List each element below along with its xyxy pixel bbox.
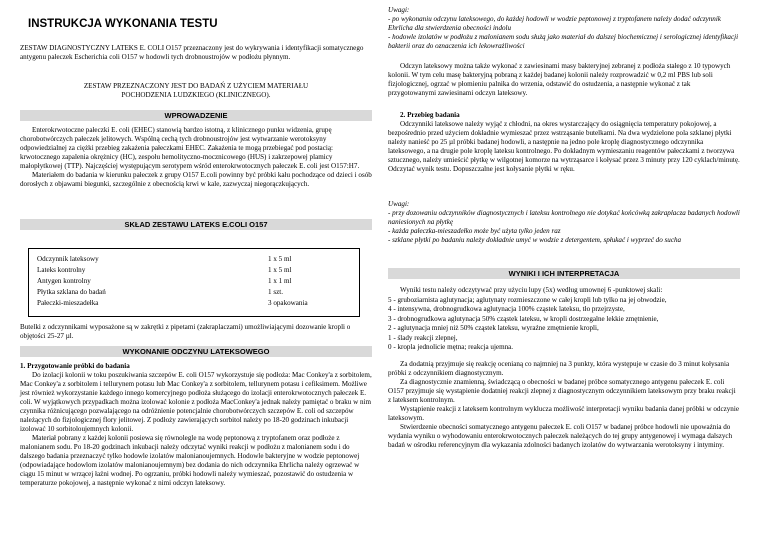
interpretation-text: Za dodatnią przyjmuje się reakcję ocenianą co najmniej na 3 punkty, która występuje w czasie do 3 minut kołysania próbki z odczynnikiem diagnostycznym. Za diagnostycznie znamienną, świadczącą o obecności w badanej próbce somatycznego antygenu pałeczek E. coli O157 przyjmuje się wystąpienie dodatniej reakcji zlepnej z diagnostycznym odczynnikiem lateksowym przy braku reakcji z lateksem kontrolnym. Wystąpienie reakcji z lateksem kontrolnym wyklucza możliwość interpretacji wyniku badania danej próbki w odczynie lateksowym. Stwierdzenie obecności somatycznego antygenu pałeczek E. coli O157 w badanej próbce hodowli nie upoważnia do wydania wyniku o wyhodowaniu enterokrwotocznych pałeczek należących do tej grupy antygenowej i wymaga dalszych badań w ośrodku referencyjnym dla wykazania zdolności badanych izolatów do wytwarzania werotoksyny i intyminy. [388,360,739,449]
step1-text2: Materiał pobrany z każdej kolonii posiewa się równolegle na wodę peptonową z tryptofanem oraz podłoże z malonianem sodu. Po 18-20 godzinach inkubacji należy odczytać wyniki reakcji w podłożu z malonianem sodu i do dalszego badania przeznaczyć tylko hodowle izolatów malonianoujemnych. Hodowle bakteryjne w wodzie peptonowej (odpowiadające hodowlom izolatów malonianoujemnym) bez dodania do nich odczynnika Ehrlicha należy ogrzewać w ciągu 15 minut w wrzącej łaźni wodnej. Po ogrzaniu, próbki hodowli należy wymieszać, pozostawić do ostudzenia w temperaturze pokojowej, a następnie wykonać z nimi odczyn lateksowy. [20,434,360,487]
section-header-method: WYKONANIE ODCZYNU LATEKSOWEGO [20,346,372,357]
kit-row [37,277,357,286]
kit-row [37,266,357,275]
purpose-notice: ZESTAW PRZEZNACZONY JEST DO BADAŃ Z UŻYCIEM MATERIAŁU POCHODZENIA LUDZKIEGO (KLINICZNEGO). [83,82,309,99]
step2-text: Odczynniki lateksowe należy wyjąć z chłodni, na okres wystarczający do osiągnięcia temperatury pokojowej, a bezpośrednio przed użyciem dokładnie wymieszać przez wstrząsanie butelkami. Na dwa wydzielone pola szklanej płytki należy nanieść po 25 µl próbki badanej hodowli, a następnie na jedno pole kroplę diagnostycznego odczynnika lateksowego, a na drugie pole kroplę lateksu kontrolnego. Po dokładnym wymieszaniu reagentów pałeczkami z tworzywa sztucznego, należy umieścić płytkę w wilgotnej komorze na wytrząsarce i kołysać przez 3 minuty przy 120 cyklach/minutę. Odczytać wynik testu. Dopuszczalne jest kołysanie płytki w ręku. [388,120,740,173]
scale-item: 5 - gruboziarnista aglutynacja; aglutynaty rozmieszczone w całej kropli lub tylko na jej obwodzie, [388,295,667,304]
section-header-results: WYNIKI I ICH INTERPRETACJA [388,268,740,279]
scale-item: 0 - kropla jednolicie mętna; reakcja ujemna. [388,343,514,351]
scale-item: 4 - intensywna, drobnogrudkowa aglutynacja 100% cząstek lateksu, tło przejrzyste, [388,305,625,313]
section-header-introduction: WPROWADZENIE [20,110,372,121]
kit-item-name: Pałeczki-mieszadełka [37,299,99,307]
note-block-2: Uwagi: - przy dozowaniu odczynników diagnostycznych i lateksu kontrolnego nie dotykać końcówką zakraplacza badanych hodowli naniesionych na płytkę - każda pałeczka-mieszadełko może być użyta tylko jeden raz - szklane płytki po badaniu należy dokładnie umyć w wodzie z detergentem, spłukać i wyprzeć do sucha [388,200,740,244]
kit-item-qty: 3 opakowania [268,299,308,307]
intro-paragraph: ZESTAW DIAGNOSTYCZNY LATEKS E. COLI O157 przeznaczony jest do wykrywania i identyfikacji somatycznego antygenu pałeczek Escherichia coli O157 w hodowli tych drobnoustrojów w podłożu płynnym. [20,44,364,61]
step1-section [20,362,372,488]
kit-item-qty: 1 x 1 ml [268,277,292,285]
kit-item-name: Płytka szklana do badań [37,288,106,296]
scale-item: 2 - aglutynacja mniej niż 50% cząstek lateksu, wyraźne zmętnienie kropli, [388,324,599,332]
section-header-kit-contents: SKŁAD ZESTAWU LATEKS E.COLI O157 [20,219,372,230]
document-title: INSTRUKCJA WYKONANIA TESTU [28,18,218,30]
kit-item-name: Antygen kontrolny [37,277,91,285]
results-intro: Wyniki testu należy odczytywać przy użyciu lupy (5x) według umownej 6 -punktowej skali: [400,286,663,294]
note-block-1: Uwagi: - po wykonaniu odczynu lateksowego, do każdej hodowli w wodzie peptonowej z tryptofanem należy dodać odczynnik Ehrlicha dla stwierdzenia obecności indolu - hodowle izolatów w podłożu z malonianem sodu służą jako materiał do dalszej biochemicznej i serologicznej identyfikacji bakterii oraz do oznaczenia ich lekowrażliwości [388,6,739,50]
kit-row [37,299,357,308]
kit-item-qty: 1 x 5 ml [268,255,292,263]
kit-row [37,255,357,264]
step1-title: 1. Przygotowanie próbki do badania [20,362,130,370]
introduction-text: Enterokrwotoczne pałeczki E. coli (EHEC) stanowią bardzo istotną, z klinicznego punku widzenia, grupę chorobotwórczych pałeczek jelitowych. Wspólną cechą tych drobnoustrojów jest wytwarzanie werotoksyny odpowiedzialnej za ciężki przebieg zakażenia pałeczkami EHEC. Zakażenia te mogą przebiegać pod postacią: krwotocznego zapalenia okrężnicy (HC), zespołu hemolityczno-mocznicowego (HUS) i zakrzepowej plamicy małopłytkowej (TTP). Najczęściej występującym serotypem wśród enterokrwotocznych pałeczek E. coli jest O157:H7. Materiałem do badania w kierunku pałeczek z grupy O157 E.coli powinny być próbki kału pochodzące od dzieci i osób dorosłych z objawami biegunki, szczególnie z obecnością krwi w kale, zazwyczaj niegorączkujących. [20,126,372,188]
kit-row [37,288,357,297]
scale-item: 1 - ślady reakcji zlepnej, [388,333,458,342]
step2-section [388,111,740,174]
left-column [20,0,372,543]
bottles-note: Butelki z odczynnikami wyposażone są w zakrętki z pipetami (zakraplaczami) umożliwiającymi dozowanie kropli o objętości 25-27 µl. [20,323,351,340]
kit-item-name: Lateks kontrolny [37,266,86,274]
results-scale [388,286,740,353]
step1-text: Do izolacji kolonii w toku poszukiwania szczepów E. coli O157 wykorzystuje się podłoża: Mac Conkey'a z sorbitolem, Mac Conkey'a z sorbitolem i tellurynem potasu lub Mac Conkey'a z sorbitolem, tellurynem potasu i cefiksimem. Możliwe jest również wykorzystanie każdego innego komercyjnego podłoża służącego do izolacji enterokrwotocznych pałeczek E. coli. W wyjątkowych przypadkach można izolować kolonie z podłoża MacConkey'a jednak należy pamiętać o braku w nim czynnika różnicującego pozwalającego na odróżnienie potencjalnie chorobotwórczych szczepów E. coli od szczepów należących do fizjologicznej flory jelitowej. Z podłoży zawierających sorbitol należy po 18-20 godzinach inkubacji izolować 10 sorbitolоujemnych kolonii. [20,371,372,433]
kit-contents-table [28,248,360,317]
suspension-paragraph: Odczyn lateksowy można także wykonać z zawiesinami masy bakteryjnej zebranej z podłoża stałego z 10 typowych kolonii. W tym celu masę bakteryjną pobraną z każdej badanej kolonii należy rozprowadzić w 0,2 ml PBS lub soli fizjologicznej, ogrzać w płomieniu palnika do wrzenia, odstawić do ostudzenia, a następnie wykonać z tak przygotowanymi zawiesinami odczyn lateksowy. [388,62,731,97]
step2-title: 2. Przebieg badania [400,111,460,119]
right-column [388,0,740,543]
kit-item-name: Odczynnik lateksowy [37,255,99,263]
kit-item-qty: 1 szt. [268,288,283,296]
scale-item: 3 - drobnogrudkowa aglutynacja 50% cząstek lateksu, w kropli dostrzegalne lekkie zmętnienie, [388,314,659,323]
kit-item-qty: 1 x 5 ml [268,266,292,274]
